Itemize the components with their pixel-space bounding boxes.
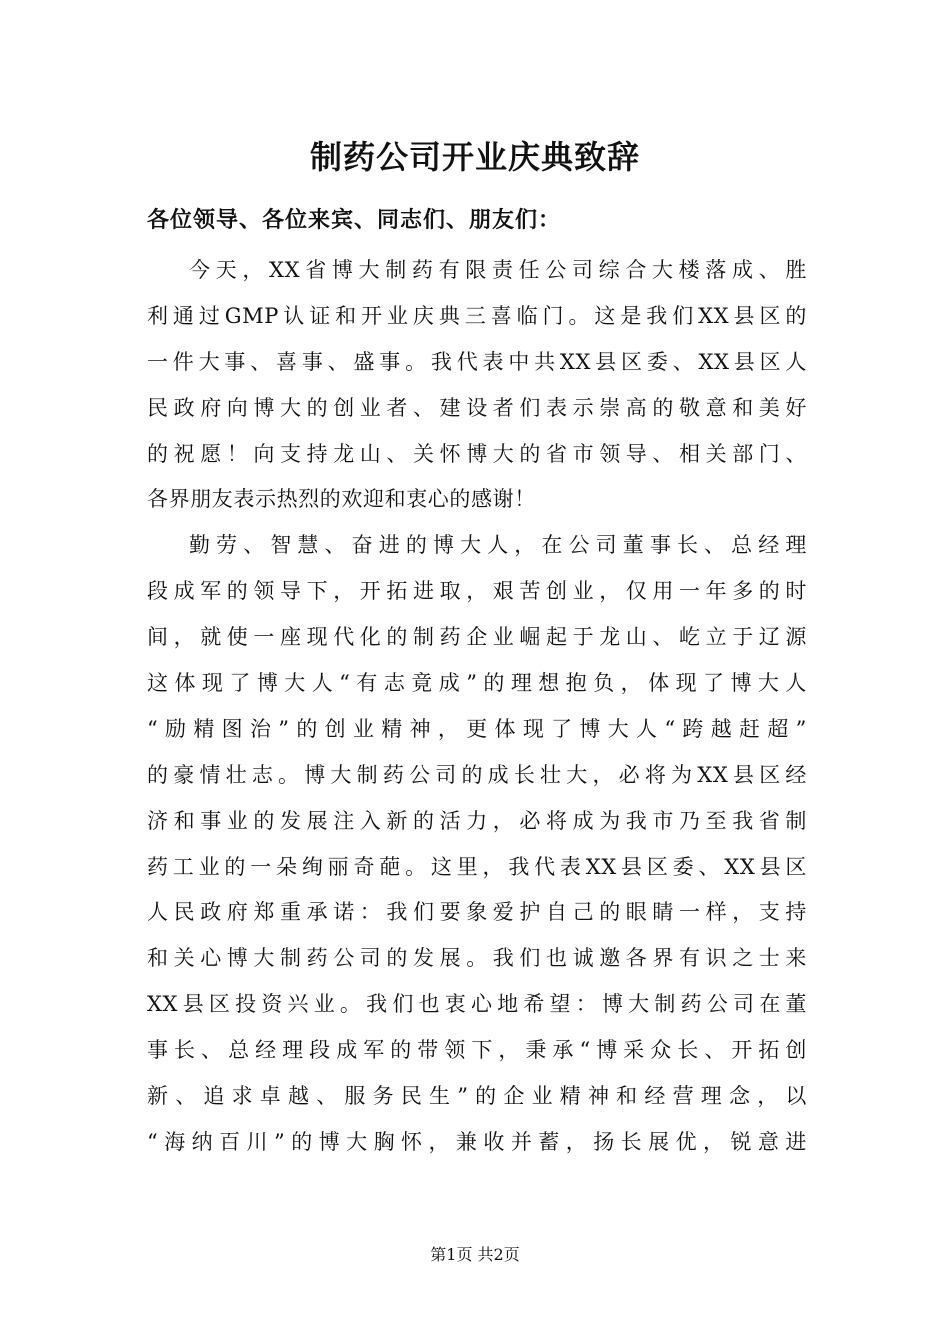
text-line: 的豪情壮志。博大制药公司的成长壮大，必将为XX县区经 — [147, 762, 807, 787]
text-line: 利通过GMP认证和开业庆典三喜临门。这是我们XX县区的 — [147, 303, 807, 328]
text-line: 民政府向博大的创业者、建设者们表示崇高的敬意和美好 — [147, 395, 807, 420]
text-line: 各界朋友表示热烈的欢迎和衷心的感谢！ — [147, 487, 536, 512]
text-line: 一件大事、喜事、盛事。我代表中共XX县区委、XX县区人 — [147, 349, 807, 374]
text-line: 间，就使一座现代化的制药企业崛起于龙山、屹立于辽源 — [147, 625, 807, 650]
page-number-footer: 第1页 共2页 — [430, 1245, 520, 1264]
text-line: 这体现了博大人“有志竟成”的理想抱负，体现了博大人 — [147, 671, 807, 696]
text-line: 药工业的一朵绚丽奇葩。这里，我代表XX县区委、XX县区 — [147, 854, 807, 879]
text-line: 新、追求卓越、服务民生”的企业精神和经营理念，以 — [147, 1084, 807, 1109]
document-body — [147, 248, 807, 1166]
salutation: 各位领导、各位来宾、同志们、朋友们： — [147, 208, 562, 233]
text-line: 今天，XX省博大制药有限责任公司综合大楼落成、胜 — [189, 258, 807, 282]
document-title: 制药公司开业庆典致辞 — [309, 138, 640, 176]
paragraph-1 — [147, 248, 807, 523]
text-line: “海纳百川”的博大胸怀，兼收并蓄，扬长展优，锐意进 — [147, 1129, 807, 1154]
text-line: 段成军的领导下，开拓进取，艰苦创业，仅用一年多的时 — [147, 579, 807, 604]
paragraph-2 — [147, 523, 807, 1165]
text-line: 事长、总经理段成军的带领下，秉承“博采众长、开拓创 — [147, 1038, 807, 1063]
text-line: “励精图治”的创业精神，更体现了博大人“跨越赶超” — [147, 716, 807, 741]
text-line: 勤劳、智慧、奋进的博大人，在公司董事长、总经理 — [189, 533, 807, 558]
text-line: 和关心博大制药公司的发展。我们也诚邀各界有识之士来 — [147, 946, 807, 971]
text-line: 人民政府郑重承诺：我们要象爱护自己的眼睛一样，支持 — [147, 900, 807, 925]
text-line: XX县区投资兴业。我们也衷心地希望：博大制药公司在董 — [147, 992, 807, 1017]
text-line: 的祝愿！向支持龙山、关怀博大的省市领导、相关部门、 — [147, 441, 807, 466]
text-line: 济和事业的发展注入新的活力，必将成为我市乃至我省制 — [147, 808, 807, 833]
